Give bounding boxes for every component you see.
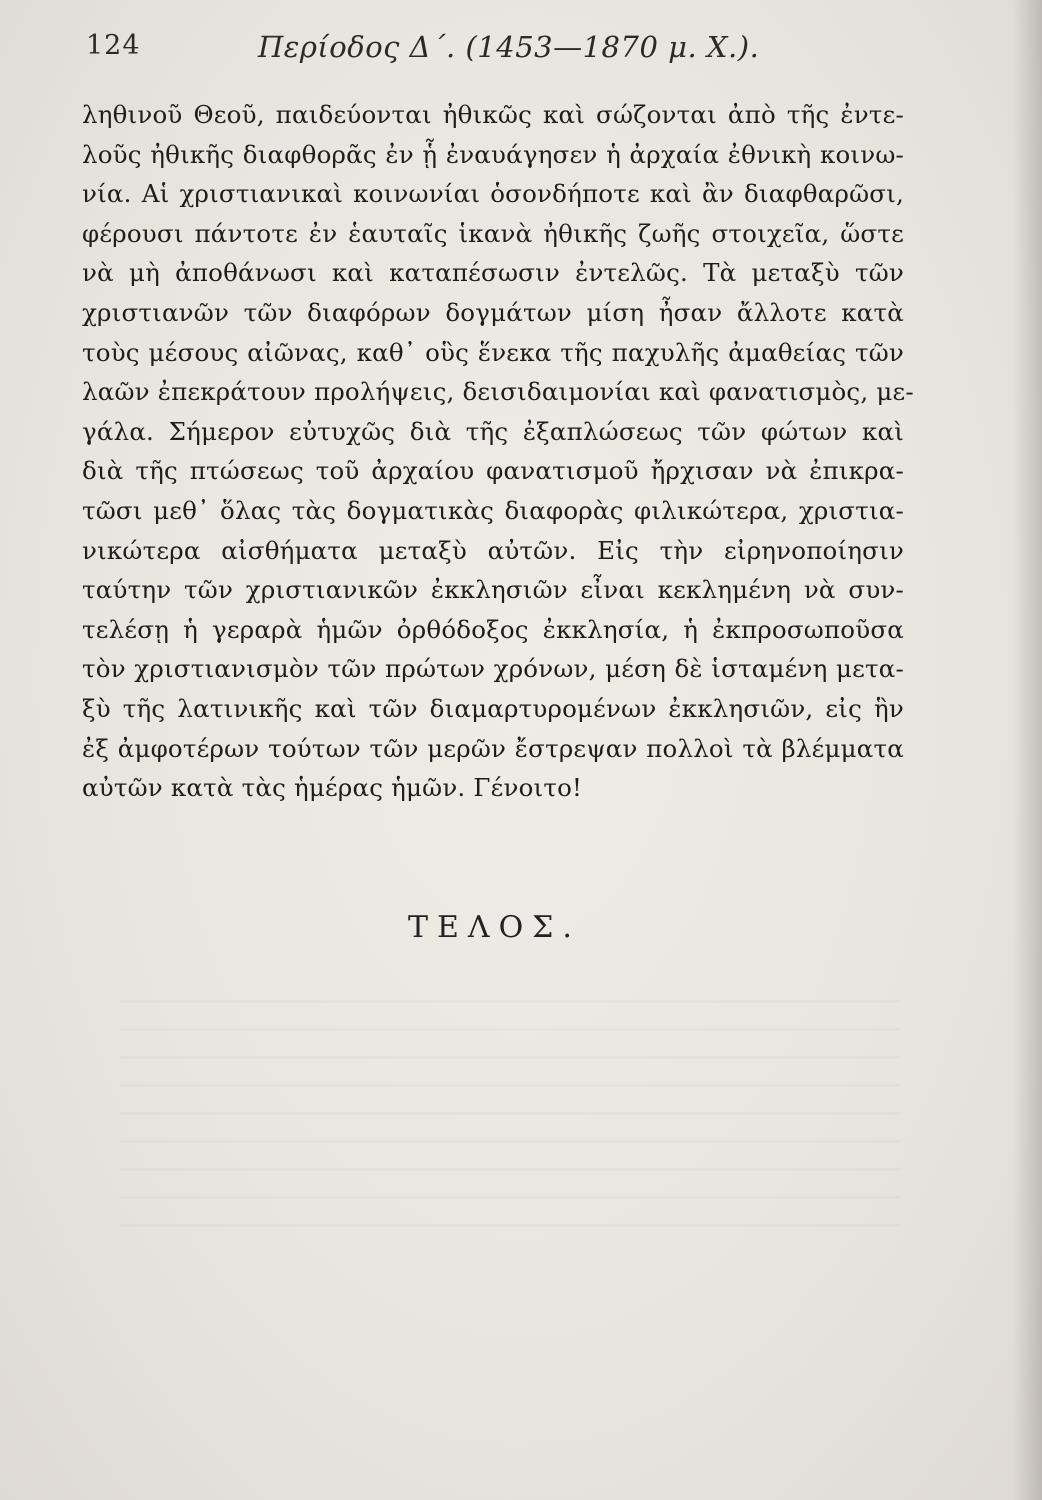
text-line: τελέσῃ ἡ γεραρὰ ἡμῶν ὀρθόδοξος ἐκκλησία, ἡ ἐκπροσωποῦσα [82,614,904,644]
text-line: τῶσι μεθ᾽ ὅλας τὰς δογματικὰς διαφορὰς φιλικώτερα, χριστια- [82,495,904,525]
text-line: νία. Αἱ χριστιανικαὶ κοινωνίαι ὁσονδήποτε καὶ ἂν διαφθαρῶσι, [82,179,904,209]
page-number: 124 [86,30,141,61]
text-line: τὸν χριστιανισμὸν τῶν πρώτων χρόνων, μέση δὲ ἱσταμένη μετα- [82,654,904,684]
bleed-through-text [120,1000,900,1240]
text-line: γάλα. Σήμερον εὐτυχῶς διὰ τῆς ἐξαπλώσεως τῶν φώτων καὶ [82,416,904,446]
text-line: χριστιανῶν τῶν διαφόρων δογμάτων μίση ἦσαν ἄλλοτε κατὰ [82,297,904,327]
text-line: ταύτην τῶν χριστιανικῶν ἐκκλησιῶν εἶναι κεκλημένη νὰ συν- [82,575,904,605]
text-line: αὐτῶν κατὰ τὰς ἡμέρας ἡμῶν. Γένοιτο! [82,773,583,803]
text-line: λοῦς ἠθικῆς διαφθορᾶς ἐν ᾗ ἐναυάγησεν ἡ ἀρχαία ἐθνικὴ κοινω- [82,139,904,169]
text-line: ληθινοῦ Θεοῦ, παιδεύονται ἠθικῶς καὶ σώζονται ἀπὸ τῆς ἐντε- [82,100,904,129]
text-line: ξὺ τῆς λατινικῆς καὶ τῶν διαμαρτυρομένων ἐκκλησιῶν, εἰς ἣν [82,693,904,723]
text-line: νικώτερα αἰσθήματα μεταξὺ αὐτῶν. Εἰς τὴν εἰρηνοποίησιν [82,535,904,565]
running-title: Περίοδος Δ΄. (1453—1870 μ. Χ.). [258,30,760,64]
text-line: νὰ μὴ ἀποθάνωσι καὶ καταπέσωσιν ἐντελῶς. Τὰ μεταξὺ τῶν [82,258,904,288]
text-line: ἐξ ἀμφοτέρων τούτων τῶν μερῶν ἔστρεψαν πολλοὶ τὰ βλέμματα [82,733,904,763]
running-header [86,30,946,70]
text-line: διὰ τῆς πτώσεως τοῦ ἀρχαίου φανατισμοῦ ἤρχισαν νὰ ἐπικρα- [82,456,904,486]
body-paragraph [82,95,914,808]
text-line: λαῶν ἐπεκράτουν προλήψεις, δεισιδαιμονίαι καὶ φανατισμὸς, με- [82,377,914,407]
text-line: φέρουσι πάντοτε ἐν ἑαυταῖς ἱκανὰ ἠθικῆς ζωῆς στοιχεῖα, ὥστε [82,218,904,248]
end-mark: ΤΕΛΟΣ. [408,910,581,945]
text-line: τοὺς μέσους αἰῶνας, καθ᾽ οὓς ἕνεκα τῆς παχυλῆς ἀμαθείας τῶν [82,337,904,367]
page-edge-shadow [1012,0,1042,1500]
